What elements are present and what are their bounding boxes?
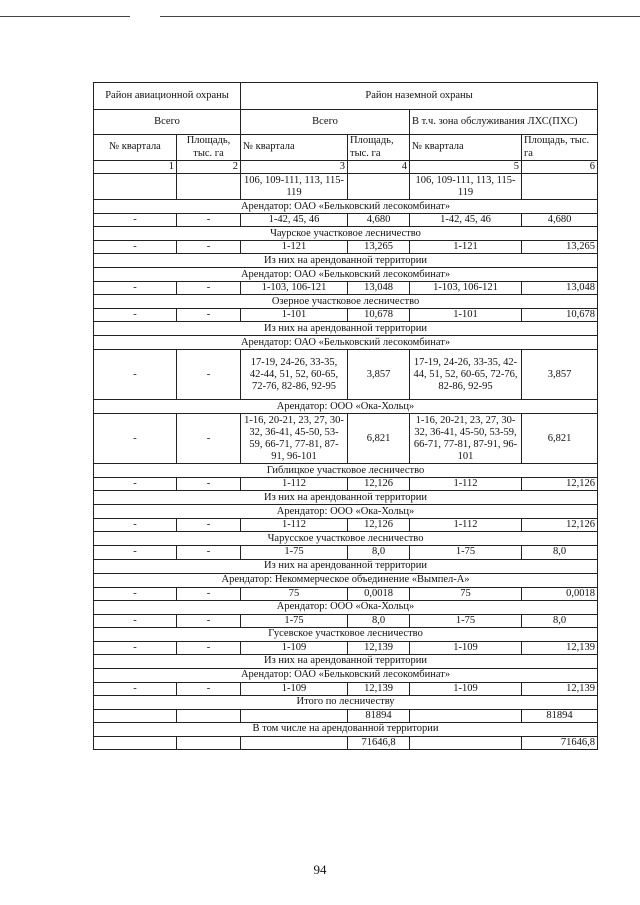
cell-e: 1-109 <box>410 682 522 695</box>
section-row <box>94 400 598 414</box>
cell-e: 1-109 <box>410 641 522 654</box>
section-row <box>94 200 598 214</box>
table-row <box>94 241 598 254</box>
cell-a: - <box>94 478 177 491</box>
cell-c: 17-19, 24-26, 33-35, 42-44, 51, 52, 60-65, 72-76, 82-86, 92-95 <box>241 350 348 400</box>
table-row <box>94 682 598 695</box>
section-row <box>94 322 598 336</box>
cell-d: 12,126 <box>348 478 410 491</box>
section-row <box>94 268 598 282</box>
cell-a: - <box>94 214 177 227</box>
cell-a: - <box>94 309 177 322</box>
header-zone: В т.ч. зона обслуживания ЛХС(ПХС) <box>410 110 598 135</box>
cell-e: 17-19, 24-26, 33-35, 42-44, 51, 52, 60-65, 72-76, 82-86, 92-95 <box>410 350 522 400</box>
cell-c: 1-42, 45, 46 <box>241 214 348 227</box>
header-col-kv2: № квартала <box>241 135 348 161</box>
table-row <box>94 309 598 322</box>
table-row <box>94 214 598 227</box>
cell-a: - <box>94 546 177 559</box>
cell-f: 8,0 <box>522 546 598 559</box>
cell-f: 10,678 <box>522 309 598 322</box>
cell-a: - <box>94 682 177 695</box>
cell-d: 8,0 <box>348 614 410 627</box>
table-row <box>94 478 598 491</box>
cell-c <box>241 709 348 722</box>
cell-d: 0,0018 <box>348 587 410 600</box>
cell-f: 0,0018 <box>522 587 598 600</box>
cell-d: 81894 <box>348 709 410 722</box>
cell-e: 1-103, 106-121 <box>410 282 522 295</box>
section-label: Арендатор: ООО «Ока-Хольц» <box>94 400 598 414</box>
section-row <box>94 464 598 478</box>
section-row <box>94 573 598 587</box>
cell-e: 1-75 <box>410 546 522 559</box>
cell-a: - <box>94 241 177 254</box>
cell-b: - <box>177 546 241 559</box>
cell-c: 1-109 <box>241 641 348 654</box>
table-row <box>94 641 598 654</box>
cell-c: 1-112 <box>241 519 348 532</box>
cell-f: 3,857 <box>522 350 598 400</box>
header-col-kv1: № квартала <box>94 135 177 161</box>
cell-c: 1-16, 20-21, 23, 27, 30-32, 36-41, 45-50, 53-59, 66-71, 77-81, 87-91, 96-101 <box>241 414 348 464</box>
cell-b: - <box>177 614 241 627</box>
column-number-cell: 3 <box>241 161 348 174</box>
cell-e: 1-121 <box>410 241 522 254</box>
section-row <box>94 336 598 350</box>
cell-c: 75 <box>241 587 348 600</box>
cell-b: - <box>177 682 241 695</box>
section-row <box>94 600 598 614</box>
cell-b: - <box>177 414 241 464</box>
section-label: Итого по лесничеству <box>94 695 598 709</box>
cell-d: 71646,8 <box>348 736 410 749</box>
cell-d: 12,139 <box>348 641 410 654</box>
cell-d: 4,680 <box>348 214 410 227</box>
cell-a <box>94 709 177 722</box>
cell-c: 1-75 <box>241 614 348 627</box>
cell-e <box>410 736 522 749</box>
cell-f: 12,139 <box>522 682 598 695</box>
cell-f: 12,126 <box>522 478 598 491</box>
section-row <box>94 722 598 736</box>
cell-b: - <box>177 587 241 600</box>
cell-a: - <box>94 282 177 295</box>
cell-a: - <box>94 350 177 400</box>
cell-c: 1-112 <box>241 478 348 491</box>
table-row <box>94 414 598 464</box>
cell-b: - <box>177 309 241 322</box>
section-label: Арендатор: ОАО «Бельковский лесокомбинат» <box>94 668 598 682</box>
cell-b: - <box>177 519 241 532</box>
cell-f: 81894 <box>522 709 598 722</box>
cell-e: 1-101 <box>410 309 522 322</box>
cell-c: 1-103, 106-121 <box>241 282 348 295</box>
table-row <box>94 350 598 400</box>
cell-c: 1-101 <box>241 309 348 322</box>
cell-b: - <box>177 214 241 227</box>
section-label: Гиблицкое участковое лесничество <box>94 464 598 478</box>
section-label: Из них на арендованной территории <box>94 491 598 505</box>
header-total-ground: Всего <box>241 110 410 135</box>
page-number: 94 <box>313 862 327 877</box>
cell-d: 8,0 <box>348 546 410 559</box>
cell-f: 13,048 <box>522 282 598 295</box>
section-label: Озерное участковое лесничество <box>94 295 598 309</box>
column-number-row <box>94 161 598 174</box>
table-row <box>94 282 598 295</box>
column-number-cell: 1 <box>94 161 177 174</box>
cell-e: 1-112 <box>410 478 522 491</box>
section-row <box>94 491 598 505</box>
cell-a: - <box>94 641 177 654</box>
table-row <box>94 736 598 749</box>
section-row <box>94 532 598 546</box>
cell-f <box>522 174 598 200</box>
cell-d: 3,857 <box>348 350 410 400</box>
cell-d: 13,048 <box>348 282 410 295</box>
table-row <box>94 519 598 532</box>
cell-b <box>177 174 241 200</box>
section-label: Гусевское участковое лесничество <box>94 627 598 641</box>
section-label: Из них на арендованной территории <box>94 322 598 336</box>
cell-f: 8,0 <box>522 614 598 627</box>
top-rule-left <box>0 16 130 17</box>
cell-e: 106, 109-111, 113, 115-119 <box>410 174 522 200</box>
cell-d: 12,139 <box>348 682 410 695</box>
section-label: Арендатор: ОАО «Бельковский лесокомбинат» <box>94 336 598 350</box>
section-row <box>94 559 598 573</box>
section-label: Арендатор: ОАО «Бельковский лесокомбинат» <box>94 200 598 214</box>
cell-e: 75 <box>410 587 522 600</box>
table-row <box>94 587 598 600</box>
column-number-cell: 2 <box>177 161 241 174</box>
cell-f: 13,265 <box>522 241 598 254</box>
cell-a <box>94 736 177 749</box>
section-row <box>94 654 598 668</box>
cell-c <box>241 736 348 749</box>
section-label: В том числе на арендованной территории <box>94 722 598 736</box>
forest-protection-table <box>93 82 598 750</box>
header-aviation: Район авиационной охраны <box>94 83 241 110</box>
header-col-kv3: № квартала <box>410 135 522 161</box>
header-total-aviation: Всего <box>94 110 241 135</box>
section-label: Из них на арендованной территории <box>94 254 598 268</box>
cell-f: 71646,8 <box>522 736 598 749</box>
section-label: Арендатор: ОАО «Бельковский лесокомбинат» <box>94 268 598 282</box>
column-number-cell: 5 <box>410 161 522 174</box>
cell-b: - <box>177 241 241 254</box>
cell-e: 1-42, 45, 46 <box>410 214 522 227</box>
cell-f: 6,821 <box>522 414 598 464</box>
cell-d: 6,821 <box>348 414 410 464</box>
cell-b <box>177 736 241 749</box>
cell-c: 1-109 <box>241 682 348 695</box>
cell-f: 12,139 <box>522 641 598 654</box>
section-label: Арендатор: ООО «Ока-Хольц» <box>94 505 598 519</box>
cell-d: 13,265 <box>348 241 410 254</box>
section-label: Из них на арендованной территории <box>94 654 598 668</box>
cell-e: 1-75 <box>410 614 522 627</box>
cell-a: - <box>94 587 177 600</box>
cell-e: 1-16, 20-21, 23, 27, 30-32, 36-41, 45-50, 53-59, 66-71, 77-81, 87-91, 96-101 <box>410 414 522 464</box>
header-col-area2: Площадь, тыс. га <box>348 135 410 161</box>
table-row <box>94 614 598 627</box>
header-col-area3: Площадь, тыс. га <box>522 135 598 161</box>
section-row <box>94 254 598 268</box>
cell-f: 4,680 <box>522 214 598 227</box>
cell-c: 106, 109-111, 113, 115-119 <box>241 174 348 200</box>
cell-a <box>94 174 177 200</box>
table-row <box>94 709 598 722</box>
cell-a: - <box>94 414 177 464</box>
table-row <box>94 546 598 559</box>
cell-c: 1-75 <box>241 546 348 559</box>
section-row <box>94 295 598 309</box>
cell-b: - <box>177 478 241 491</box>
cell-d: 10,678 <box>348 309 410 322</box>
column-number-cell: 6 <box>522 161 598 174</box>
cell-b: - <box>177 282 241 295</box>
cell-f: 12,126 <box>522 519 598 532</box>
section-label: Арендатор: ООО «Ока-Хольц» <box>94 600 598 614</box>
cell-c: 1-121 <box>241 241 348 254</box>
cell-b: - <box>177 350 241 400</box>
section-label: Чаурское участковое лесничество <box>94 227 598 241</box>
cell-d <box>348 174 410 200</box>
cell-d: 12,126 <box>348 519 410 532</box>
header-col-area1: Площадь, тыс. га <box>177 135 241 161</box>
header-ground: Район наземной охраны <box>241 83 598 110</box>
cell-e <box>410 709 522 722</box>
cell-b <box>177 709 241 722</box>
column-number-cell: 4 <box>348 161 410 174</box>
cell-a: - <box>94 519 177 532</box>
table-row <box>94 174 598 200</box>
section-row <box>94 695 598 709</box>
section-row <box>94 627 598 641</box>
section-label: Арендатор: Некоммерческое объединение «Вымпел-А» <box>94 573 598 587</box>
section-row <box>94 505 598 519</box>
cell-e: 1-112 <box>410 519 522 532</box>
section-row <box>94 668 598 682</box>
section-label: Чарусское участковое лесничество <box>94 532 598 546</box>
top-rule-right <box>160 16 640 17</box>
cell-a: - <box>94 614 177 627</box>
cell-b: - <box>177 641 241 654</box>
section-label: Из них на арендованной территории <box>94 559 598 573</box>
section-row <box>94 227 598 241</box>
